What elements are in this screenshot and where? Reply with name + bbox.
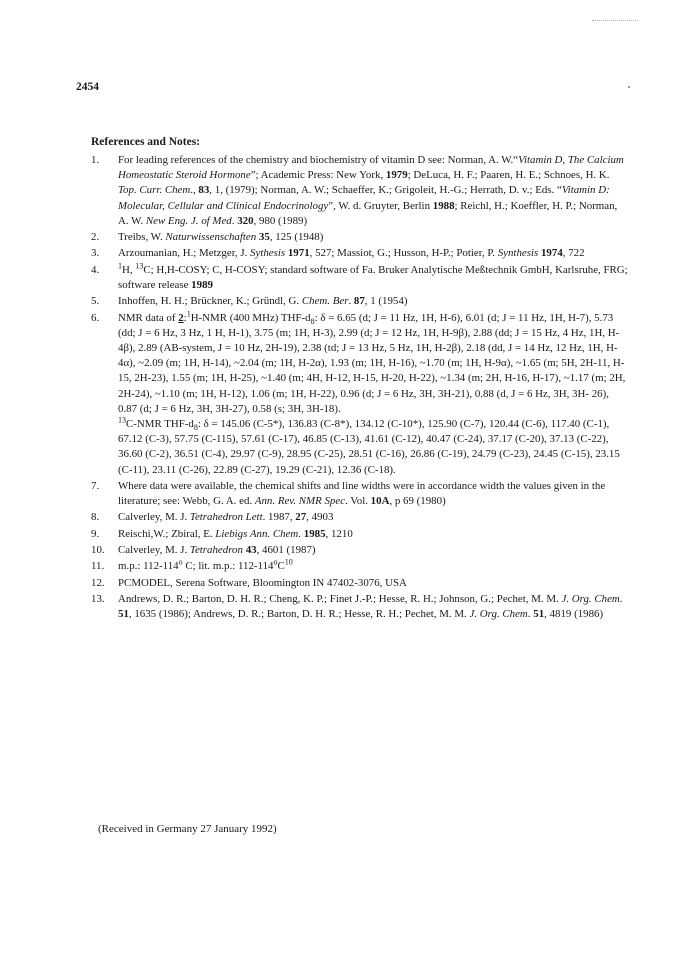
reference-number: 13.: [91, 592, 105, 605]
reference-text: For leading references of the chemistry and biochemistry of vitamin D see: Norman, A. W.“Vitamin D, The Calcium Homeostatic Steroid Hormone”; Academic Press: New York, 1979; DeLuca, H. F.; Paaren, H. E.; Schnoes, H. K. Top. Curr. Chem., 83, 1, (1979); Norman, A. W.; Schaeffer, K.; Grigoleit, H.-G.; Herrath, D. v.; Eds. “Vitamin D: Molecular, Cellular and Clinical Endocrinology”, W. d. Gruyter, Berlin 1988; Reichl, H.; Koeffler, H. P.; Norman, A. W. New Eng. J. of Med. 320, 980 (1989): [118, 154, 624, 227]
scan-speck: [628, 86, 630, 88]
reference-text: $^1$H, $^{13}$C; H,H-COSY; C, H-COSY; standard software of Fa. Bruker Analytische Meßtechnik GmbH, Karlsruhe, FRG; software release 1989: [118, 261, 628, 291]
reference-number: 9.: [91, 527, 100, 540]
references-list: [91, 153, 629, 623]
reference-item: [91, 294, 629, 309]
reference-13c-nmr-data: $^{13}$C-NMR THF-$d_8$: δ = 145.06 (C-5*), 136.83 (C-8*), 134.12 (C-10*), 125.90 (C-7), 120.44 (C-6), 117.40 (C-1), 67.12 (C-3), 57.75 (C-115), 57.61 (C-17), 46.85 (C-13), 41.61 (C-12), 40.47 (C-24), 37.17 (C-20), 37.13 (C-22), 36.60 (C-2), 36.51 (C-4), 29.97 (C-9), 28.95 (C-25), 28.51 (C-16), 26.86 (C-19), 24.79 (C-23), 24.45 (C-15), 23.15 (C-11), 23.11 (C-26), 22.89 (C-27), 19.29 (C-21), 12.36 (C-18).: [118, 415, 620, 476]
reference-number: 5.: [91, 295, 100, 308]
reference-text: Where data were available, the chemical shifts and line widths were in accordance width the values given in the literature; see: Webb, G. A. ed. Ann. Rev. NMR Spec. Vol. 10A, p 69 (1980): [118, 479, 606, 508]
scan-corner-mark: [592, 20, 638, 22]
reference-item: [91, 527, 629, 542]
reference-number: 4.: [91, 263, 100, 276]
reference-item: [91, 559, 629, 574]
references-heading: References and Notes:: [91, 136, 201, 148]
reference-item: [91, 592, 629, 622]
reference-item: [91, 263, 629, 293]
reference-number: 3.: [91, 247, 100, 260]
reference-item: [91, 308, 629, 478]
reference-number: 2.: [91, 231, 100, 244]
reference-number: 11.: [91, 560, 105, 573]
reference-text: Arzoumanian, H.; Metzger, J. Sythesis 1971, 527; Massiot, G.; Husson, H-P.; Potier, P. Synthesis 1974, 722: [118, 247, 585, 260]
reference-text: Calverley, M. J. Tetrahedron Lett. 1987, 27, 4903: [118, 511, 334, 524]
reference-text: NMR data of 2:$^1$H-NMR (400 MHz) THF-$d_8$: δ = 6.65 (d; J = 11 Hz, 1H, H-6), 6.01 (d; J = 11 Hz, 1H, H-7), 5.73 (dd; J = 6 Hz, 3 Hz, 1 H, H-1), 3.75 (m; 1H, H-3), 2.99 (d; J = 12 Hz, 1H, H-9β), 2.88 (dd; J = 15 Hz, 4 Hz, 1H, H-4β), 2.89 (AB-system, J = 10 Hz, 2H-19), 2.38 (td; J = 13 Hz, 5 Hz, 1H, H-2β), 2.18 (dd, J = 14 Hz, 12 Hz, 1H, H-4α), ~2.09 (m; 1H, H-14), ~2.04 (m; 1H, H-2α), 1.93 (m; 1H, H-16), ~1.70 (m; 1H, H-9α), ~1.65 (m; 5H, 2H-11, H-15, 2H-23), 1.55 (m; 1H, H-25), ~1.40 (m; 4H, H-12, H-15, H-20, H-22), ~1.34 (m; 2H, H-16, H-17), ~1.17 (m; 2H, 2H-24), ~1.10 (m; 1H, H-12), 1.06 (m; 1H, H-22), 0.96 (d; J = 6 Hz, 3H, 3H-21), 0.88 (d, J = 6 Hz, 3H, 3H- 26), 0.87 (d; J = 6 Hz, 3H, 3H-27), 0.58 (s; 3H, 3H-18).: [118, 308, 626, 415]
reference-text: Andrews, D. R.; Barton, D. H. R.; Cheng, K. P.; Finet J.-P.; Hesse, R. H.; Johnson, G.; Pechet, M. M. J. Org. Chem. 51, 1635 (1986); Andrews, D. R.; Barton, D. H. R.; Hesse, R. H.; Pechet, M. M. J. Org. Chem. 51, 4819 (1986): [118, 592, 623, 621]
reference-item: [91, 510, 629, 525]
received-date-note: (Received in Germany 27 January 1992): [98, 823, 277, 835]
reference-text: m.p.: 112-114$^o$ C; lit. m.p.: $112-114^oC^{10}$: [118, 557, 293, 573]
reference-text: Treibs, W. Naturwissenschaften 35, 125 (1948): [118, 231, 324, 244]
reference-number: 6.: [91, 311, 100, 324]
reference-item: [91, 246, 629, 261]
reference-item: [91, 479, 629, 509]
reference-text: Calverley, M. J. Tetrahedron 43, 4601 (1987): [118, 543, 316, 556]
reference-item: [91, 230, 629, 245]
reference-text: Inhoffen, H. H.; Brückner, K.; Gründl, G. Chem. Ber. 87, 1 (1954): [118, 295, 408, 308]
reference-number: 1.: [91, 154, 100, 166]
reference-item: [91, 543, 629, 558]
page-number: 2454: [76, 81, 99, 93]
reference-text: PCMODEL, Serena Software, Bloomington IN 47402-3076, USA: [118, 576, 407, 589]
reference-item: [91, 153, 629, 229]
reference-number: 7.: [91, 479, 100, 492]
reference-number: 10.: [91, 543, 105, 556]
reference-item: [91, 576, 629, 591]
reference-text: Reischi,W.; Zbiral, E. Liebigs Ann. Chem. 1985, 1210: [118, 527, 353, 540]
reference-number: 8.: [91, 511, 100, 524]
reference-number: 12.: [91, 576, 105, 589]
